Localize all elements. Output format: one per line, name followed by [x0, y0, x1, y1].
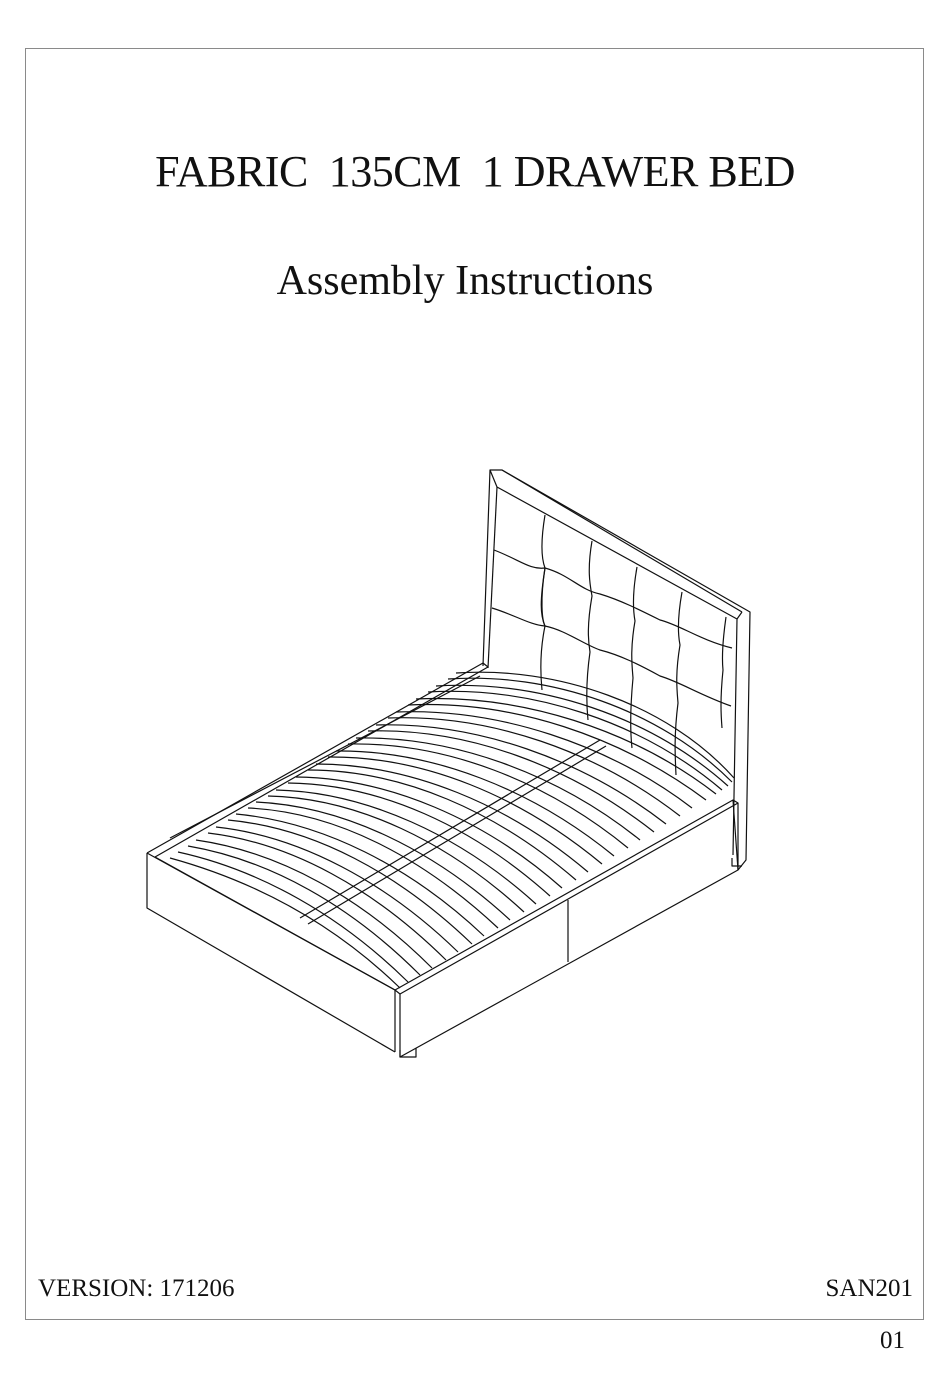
document-subtitle: Assembly Instructions — [276, 258, 654, 304]
bed-slats — [170, 672, 734, 988]
page-number: 01 — [880, 1327, 905, 1354]
version-label: VERSION: 171206 — [38, 1275, 235, 1302]
bed-base — [147, 663, 742, 1057]
document-title: FABRIC 135CM 1 DRAWER BED — [155, 147, 795, 196]
model-code: SAN201 — [825, 1275, 913, 1302]
